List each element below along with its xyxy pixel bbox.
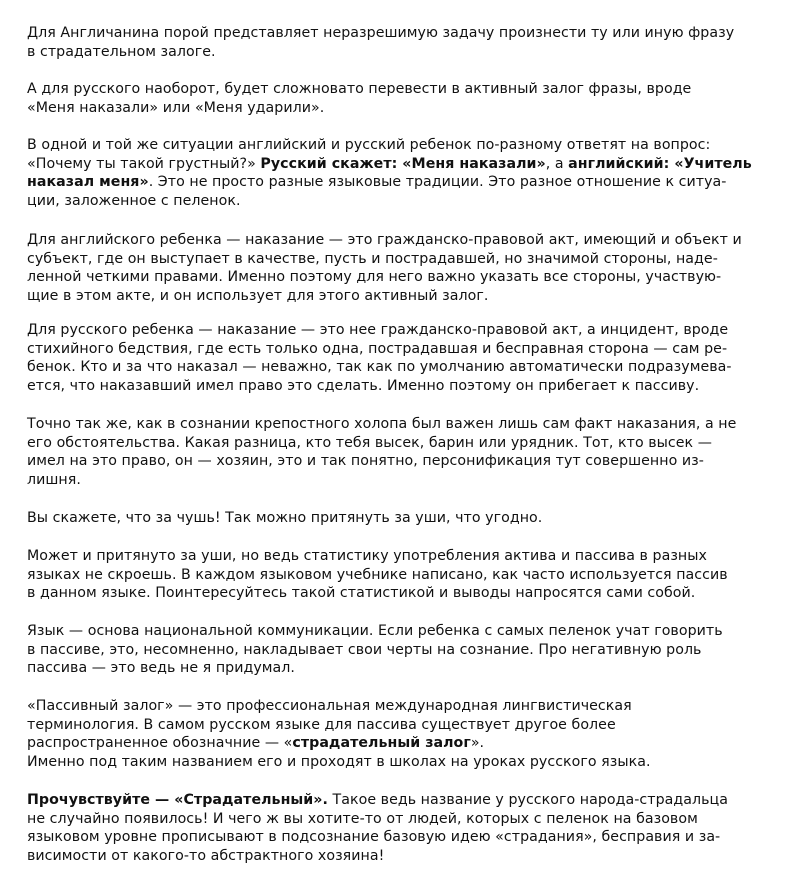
text-run: Для английского ребенка — наказание — это гражданско-правовой акт, имеющий и объект и <box>27 232 742 248</box>
text-line <box>27 99 691 118</box>
text-line <box>27 753 651 772</box>
text-run: языках не скроешь. В каждом языковом учебнике написано, как часто используется пассив <box>27 566 728 583</box>
text-line <box>27 547 728 566</box>
text-run: Язык — основа национальной коммуникации. Если ребенка с самых пеленок учат говорить <box>27 623 723 639</box>
text-run: стихийного бедствия, где есть только одна, пострадавшая и бесправная сторона — сам ре- <box>27 340 728 357</box>
text-run: Для Англичанина порой представляет неразрешимую задачу произнести ту или иную фразу <box>27 25 735 41</box>
paragraph <box>27 321 732 396</box>
text-run: в страдательном залоге. <box>27 43 216 60</box>
paragraph <box>27 231 742 306</box>
text-run: лишня. <box>27 472 81 489</box>
text-line <box>27 155 752 174</box>
text-line <box>27 716 651 735</box>
text-run: имел на это право, он — хозяин, это и так понятно, персонификация тут совершенно из- <box>27 453 704 470</box>
text-run: ется, что наказавший имел право это сделать. Именно поэтому он прибегает к пассиву. <box>27 378 700 395</box>
text-line <box>27 847 728 866</box>
text-line <box>27 358 732 377</box>
text-run: Вы скажете, что за чушь! Так можно притянуть за уши, что угодно. <box>27 510 543 526</box>
text-run: «Пассивный залог» — это профессиональная международная лингвистическая <box>27 698 632 714</box>
text-line <box>27 24 734 43</box>
text-run: пассива — это ведь не я придумал. <box>27 660 295 677</box>
text-run: висимости от какого-то абстрактного хозяина! <box>27 848 385 865</box>
text-line <box>27 734 651 753</box>
text-line <box>27 43 734 62</box>
text-line <box>27 659 723 678</box>
paragraph <box>27 24 734 61</box>
text-run: ции, заложенное с пеленок. <box>27 193 241 210</box>
paragraph <box>27 791 728 866</box>
text-line <box>27 810 728 829</box>
text-line <box>27 192 752 211</box>
text-line <box>27 268 742 287</box>
text-run: ». <box>470 735 485 752</box>
text-line <box>27 566 728 585</box>
paragraph <box>27 547 728 603</box>
text-run: Именно под таким названием его и проходят в школах на уроках русского языка. <box>27 754 651 771</box>
text-line <box>27 641 723 660</box>
paragraph <box>27 509 542 528</box>
text-line <box>27 452 736 471</box>
text-line <box>27 287 742 306</box>
text-line <box>27 80 691 99</box>
text-run: распространенное обозначние — « <box>27 735 293 752</box>
text-line <box>27 434 736 453</box>
paragraph <box>27 80 691 117</box>
text-line <box>27 622 723 641</box>
text-run: щие в этом акте, и он использует для этого активный залог. <box>27 288 489 305</box>
text-line <box>27 828 728 847</box>
text-run: бенок. Кто и за что наказал — неважно, так как по умолчанию автоматически подразумева- <box>27 359 732 376</box>
text-line <box>27 250 742 269</box>
text-run: его обстоятельства. Какая разница, кто тебя высек, барин или урядник. Тот, кто высек — <box>27 434 712 451</box>
text-line <box>27 231 742 250</box>
text-run: ленной четкими правами. Именно поэтому для него важно указать все стороны, участвую- <box>27 269 722 286</box>
text-line <box>27 415 736 434</box>
paragraph <box>27 622 723 678</box>
text-run: в пассиве, это, несомненно, накладывает свои черты на сознание. Про негативную роль <box>27 641 702 658</box>
text-run: , а <box>545 155 569 172</box>
text-run: «Почему ты такой грустный?» <box>27 155 261 172</box>
text-run: не случайно появилось! И чего ж вы хотите-то от людей, которых с пеленок на базовом <box>27 810 698 827</box>
text-line <box>27 791 728 810</box>
text-run: терминология. В самом русском языке для пассива существует другое более <box>27 716 616 733</box>
text-run: «Меня наказали» или «Меня ударили». <box>27 99 325 116</box>
text-run: . Это не просто разные языковые традиции. Это разное отношение к ситуа- <box>148 174 727 191</box>
text-line <box>27 697 651 716</box>
text-run: Может и притянуто за уши, но ведь статистику употребления актива и пассива в разных <box>27 548 707 564</box>
text-line <box>27 173 752 192</box>
text-line <box>27 377 732 396</box>
text-line <box>27 321 732 340</box>
text-run: субъект, где он выступает в качестве, пусть и пострадавшей, но значимой стороны, наде- <box>27 250 718 267</box>
bold-text: Прочувствуйте — «Страдательный». <box>27 792 328 808</box>
bold-text: Русский скажет: «Меня наказали» <box>260 155 546 172</box>
text-line <box>27 584 728 603</box>
paragraph <box>27 136 752 211</box>
text-run: В одной и той же ситуации английский и русский ребенок по-разному ответят на вопрос: <box>27 137 711 153</box>
text-run: в данном языке. Поинтересуйтесь такой статистикой и выводы напросятся сами собой. <box>27 585 696 602</box>
bold-text: страдательный залог <box>292 735 471 752</box>
text-run: А для русского наоборот, будет сложновато перевести в активный залог фразы, вроде <box>27 81 692 97</box>
text-run: Для русского ребенка — наказание — это нее гражданско-правовой акт, а инцидент, вроде <box>27 322 729 338</box>
text-line <box>27 509 542 528</box>
bold-text: наказал меня» <box>27 174 149 191</box>
text-line <box>27 136 752 155</box>
bold-text: английский: «Учитель <box>568 155 752 172</box>
text-run: Точно так же, как в сознании крепостного холопа был важен лишь сам факт наказания, а не <box>27 416 737 432</box>
text-line <box>27 340 732 359</box>
text-run: Такое ведь название у русского народа-страдальца <box>327 792 728 808</box>
text-line <box>27 471 736 490</box>
paragraph <box>27 415 736 490</box>
text-run: языковом уровне прописывают в подсознание базовую идею «страдания», бесправия и за- <box>27 829 721 846</box>
paragraph <box>27 697 651 772</box>
